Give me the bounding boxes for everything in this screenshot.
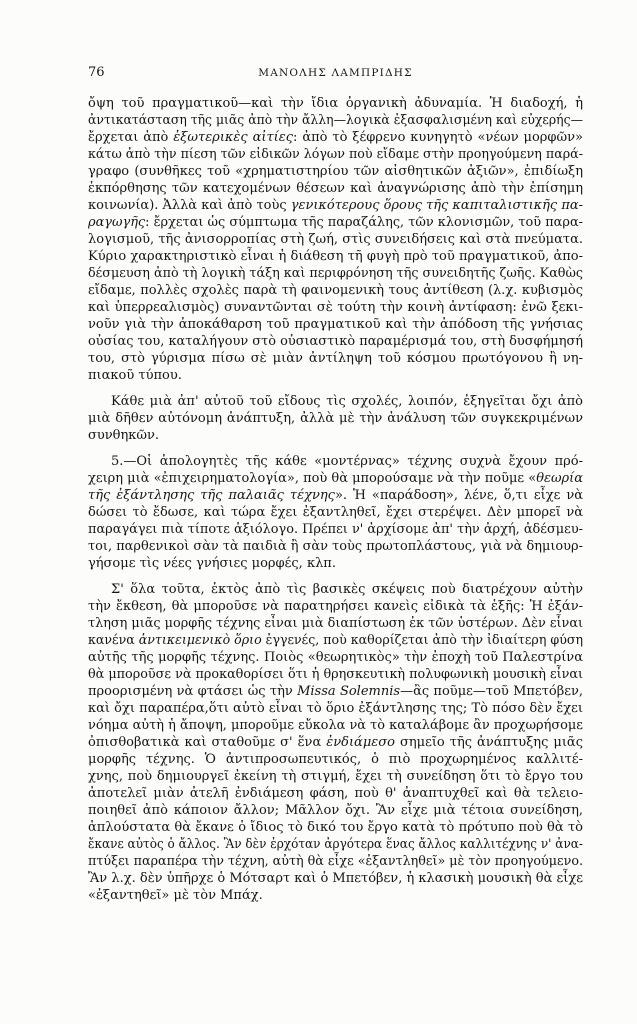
text-segment: μορφῆς τέχνης. Ὁ ἀντιπροσωπευτικός, ὁ πιὸ προχωρημένος καλλιτέ- xyxy=(88,752,583,767)
text-line xyxy=(88,649,583,666)
text-segment: δώσει τὸ ἔδωσε, καὶ τώρα ἔχει ἐξαντληθεῖ, ἔχει στερέψει. Δὲν μπορεῖ νὰ xyxy=(88,505,583,520)
text-segment: Σ' ὅλα τοῦτα, ἐκτὸς ἀπὸ τὶς βασικὲς σκέψεις ποὺ διατρέχουν αὐτὴν xyxy=(111,582,583,597)
text-segment: ». Ἡ «παράδοση», λένε, ὅ,τι εἶχε νὰ xyxy=(334,488,583,503)
text-segment: ἁπλούστατα θὰ ἔκανε ὁ ἴδιος τὸ δικό του ἔργο κατὰ τὸ πρότυπο ποὺ θὰ τὸ xyxy=(88,820,583,835)
text-segment: ὀπισθοβατικὰ καὶ σταθοῦμε σ' ἕνα xyxy=(88,735,327,750)
text-line xyxy=(88,410,583,427)
text-line xyxy=(88,683,583,700)
text-segment: προορισμένη νὰ φτάσει ὡς τὴν xyxy=(88,684,298,699)
text-segment: του, στὸ γύρισμα πίσω σὲ μιὰν ἀντίληψη τοῦ κόσμου πρωτόγονου ἢ νη- xyxy=(88,351,583,366)
text-line xyxy=(88,538,583,555)
text-segment: τοι, παρθενικοὶ σὰν τὰ παιδιὰ ἢ σὰν τοὺς πρωτοπλάστους, γιὰ νὰ δημιουρ- xyxy=(88,539,583,554)
text-line xyxy=(88,598,583,615)
line-text xyxy=(88,683,583,700)
text-line xyxy=(88,555,583,572)
text-line xyxy=(88,248,583,265)
text-line xyxy=(88,231,583,248)
line-text xyxy=(88,751,583,768)
text-segment: 5.—Οἱ ἀπολογητὲς τῆς κάθε «μοντέρνας» τέχνης συχνὰ ἔχουν πρό- xyxy=(111,454,583,469)
text-segment: καὶ ὄχι παραπέρα,ὅτι αὐτὸ εἶναι τὸ ὅριο ἐξάντλησης της; Τὸ πόσο δὲν ἔχει xyxy=(88,701,583,716)
text-line xyxy=(88,853,583,870)
line-text xyxy=(88,95,583,112)
paragraph xyxy=(88,393,583,444)
text-line xyxy=(88,734,583,751)
text-line xyxy=(88,521,583,538)
text-segment: : ἀπὸ τὸ ξέφρενο κυνηγητὸ «νέων μορφῶν» xyxy=(293,130,583,145)
page-number: 76 xyxy=(88,65,105,80)
line-text xyxy=(88,265,583,282)
text-segment: γήσομε τὶς νέες γνήσιες μορφές, κλπ. xyxy=(88,556,336,571)
text-segment: —ἂς ποῦμε—τοῦ Μπετόβεν, xyxy=(400,684,583,699)
text-line xyxy=(88,785,583,802)
line-text xyxy=(111,581,583,598)
text-segment: νόημα αὐτὴ ἡ ἄποψη, μποροῦμε εὔκολα νὰ τὸ καταλάβομε ἂν προχωρήσομε xyxy=(88,718,583,733)
line-text xyxy=(88,717,583,734)
line-text xyxy=(88,853,583,870)
line-text xyxy=(88,112,583,129)
text-line xyxy=(88,265,583,282)
line-text xyxy=(88,632,583,649)
text-line xyxy=(88,666,583,683)
text-segment: σημεῖο τῆς ἀνάπτυξης μιᾶς xyxy=(394,735,583,750)
line-text xyxy=(88,282,583,299)
text-line xyxy=(88,836,583,853)
text-segment: ἐγγενές, ποὺ καθορίζεται ἀπὸ τὴν ἰδιαίτερη φύση xyxy=(261,633,583,648)
text-line xyxy=(88,700,583,717)
line-text xyxy=(88,598,583,615)
text-line xyxy=(88,751,583,768)
text-segment: ἔκανε αὐτὸς ὁ ἄλλος. Ἂν δὲν ἐρχόταν ἀργότερα ἕνας ἄλλος καλλιτέχνης ν' ἀνα- xyxy=(88,837,583,852)
text-segment: γραφο (συνθῆκες τοῦ «χρηματιστηρίου τῶν αἰσθητικῶν ἀξιῶν», ἐπιδίωξη xyxy=(88,164,583,179)
text-line xyxy=(88,870,583,887)
text-line xyxy=(88,427,583,444)
line-text xyxy=(88,666,583,683)
line-text xyxy=(111,393,583,410)
line-text xyxy=(88,504,583,521)
text-line xyxy=(88,367,583,384)
line-text xyxy=(88,768,583,785)
text-line xyxy=(88,802,583,819)
line-text xyxy=(88,521,583,538)
line-text xyxy=(88,734,583,751)
line-text xyxy=(88,163,583,180)
line-text xyxy=(88,367,182,384)
text-line xyxy=(88,504,583,521)
text-line xyxy=(88,768,583,785)
text-line xyxy=(88,819,583,836)
text-segment: παραγάγει πιὰ τίποτε ἀξιόλογο. Πρέπει ν' ἀρχίσομε ἀπ' τὴν ἀρχή, ἀδέσμευ- xyxy=(88,522,583,537)
text-line xyxy=(88,197,583,214)
text-segment: οὐσίας του, καταλήγουν στὸ οὐσιαστικὸ παραμέρισμά του, στὴ δυσφήμησή xyxy=(88,334,583,349)
line-text xyxy=(88,129,583,146)
text-segment: χειρη μιὰ «ἐπιχειρηματολογία», ποὺ θὰ μπορούσαμε νὰ τὴν ποῦμε « xyxy=(88,471,537,486)
text-segment: Κύριο χαρακτηριστικὸ εἶναι ἡ διάθεση τῆ φυγὴ πρὸ τοῦ πραγματικοῦ, ἀπο- xyxy=(88,249,583,264)
text-segment: κανένα xyxy=(88,633,139,648)
line-text xyxy=(88,146,583,163)
text-line xyxy=(88,717,583,734)
italic-text: τῆς ἐξάντλησης τῆς παλαιᾶς τέχνης xyxy=(88,488,335,503)
text-line xyxy=(88,581,583,598)
text-segment: εἴδαμε, πολλὲς σχολὲς παρὰ τὴ φαινομενικὴ τους ἀντίθεση (λ.χ. κυβισμὸς xyxy=(88,283,583,298)
line-text xyxy=(88,470,583,487)
text-line xyxy=(88,333,583,350)
text-segment: νοῦν γιὰ τὴν ἀποκάθαρση τοῦ πραγματικοῦ καὶ τὴν ἀπόδοση τῆς γνήσιας xyxy=(88,317,583,332)
line-text xyxy=(88,299,583,316)
text-line xyxy=(88,316,583,333)
text-line xyxy=(88,282,583,299)
line-text xyxy=(88,700,583,717)
text-segment: τληση μιᾶς μορφῆς τέχνης εἶναι μιὰ διαπίστωση ἐκ τῶν ὑστέρων. Δὲν εἶναι xyxy=(88,616,583,631)
paragraph xyxy=(88,453,583,572)
line-text xyxy=(88,487,583,504)
line-text xyxy=(88,248,583,265)
line-text xyxy=(88,350,583,367)
text-segment: Κάθε μιὰ ἀπ' αὐτοῦ τοῦ εἴδους τὶς σχολές, λοιπόν, ἐξηγεῖται ὄχι ἀπὸ xyxy=(111,394,583,409)
text-segment: καὶ ὑπερρεαλισμὸς) συναντῶνται σὲ τούτη τὴν κοινὴ ἀντίφαση: ἐνῶ ξεκι- xyxy=(88,300,583,315)
line-text xyxy=(88,555,336,572)
text-line xyxy=(88,887,583,904)
line-text xyxy=(88,180,583,197)
paragraph xyxy=(88,581,583,904)
italic-text: γενικότερους ὅρους τῆς καπιταλιστικῆς πα- xyxy=(290,198,583,213)
line-text xyxy=(88,410,583,427)
text-line xyxy=(88,453,583,470)
text-segment: κάτω ἀπὸ τὴν πίεση τῶν εἰδικῶν λόγων ποὺ εἴδαμε στὴν προηγούμενη παρά- xyxy=(88,147,583,162)
line-text xyxy=(88,197,583,214)
line-text xyxy=(88,231,583,248)
text-segment: ἀποτελεῖ μιὰν ἀτελῆ ἐνδιάμεση φάση, ποὺ θ' ἀναπτυχθεῖ καὶ θὰ τελειο- xyxy=(88,786,583,801)
text-line xyxy=(88,180,583,197)
italic-text: Missa Solemnis xyxy=(297,684,401,699)
text-segment: αὐτῆς τῆς μορφῆς τέχνης. Ποιὸς «θεωρητικὸς» τὴν ἐποχὴ τοῦ Παλεστρίνα xyxy=(88,650,583,665)
italic-text: ραγωγῆς xyxy=(88,215,146,230)
line-text xyxy=(88,870,583,887)
text-line xyxy=(88,214,583,231)
line-text xyxy=(88,538,583,555)
italic-text: ἐξωτερικὲς αἰτίες xyxy=(173,130,294,145)
text-line xyxy=(88,163,583,180)
text-line xyxy=(88,299,583,316)
italic-text: ἀντικειμενικὸ ὅριο xyxy=(138,633,262,648)
text-line xyxy=(88,129,583,146)
text-segment: ὄψη τοῦ πραγματικοῦ—καὶ τὴν ἴδια ὀργανικὴ ἀδυναμία. Ἡ διαδοχή, ἡ xyxy=(88,96,583,111)
text-segment: ποιηθεῖ ἀπὸ κάποιον ἄλλον; Μᾶλλον ὄχι. Ἂν εἶχε μιὰ τέτοια συνείδηση, xyxy=(88,803,583,818)
text-segment: πιακοῦ τύπου. xyxy=(88,368,182,383)
text-segment: κοινωνία). Ἀλλὰ καὶ ἀπὸ τοὺς xyxy=(88,198,291,213)
line-text xyxy=(88,214,583,231)
italic-text: ἐνδιάμεσο xyxy=(326,735,395,750)
text-line xyxy=(88,470,583,487)
text-segment: μιὰ δῆθεν αὐτόνομη ἀνάπτυξη, ἀλλὰ μὲ τὴν ἀνάλυση τῶν συγκεκριμένων xyxy=(88,411,583,426)
text-segment: πτύξει παραπέρα τὴν τέχνη, αὐτὴ θὰ εἶχε «ἐξαντληθεῖ» μὲ τὸν προηγούμενο. xyxy=(88,854,583,869)
text-segment: ἀντικατάσταση τῆς μιᾶς ἀπὸ τὴν ἄλλη—λογικὰ ἐξασφαλισμένη καὶ εὐχερής— xyxy=(88,113,583,128)
text-segment: δέσμευση ἀπὸ τὴ λογικὴ τάξη καὶ περιφρόνηση τῆς συνειδητῆς ζωῆς. Καθὼς xyxy=(88,266,583,281)
line-text xyxy=(88,615,583,632)
text-line xyxy=(88,393,583,410)
line-text xyxy=(88,802,583,819)
paragraph xyxy=(88,95,583,384)
text-line xyxy=(88,112,583,129)
text-segment: θὰ μποροῦσε νὰ προκαθορίσει ὅτι ἡ θρησκευτικὴ πολυφωνικὴ μουσικὴ εἶναι xyxy=(88,667,583,682)
line-text xyxy=(88,836,583,853)
line-text xyxy=(88,427,159,444)
text-line xyxy=(88,350,583,367)
text-line xyxy=(88,95,583,112)
text-line xyxy=(88,487,583,504)
text-segment: λογισμοῦ, τῆς ἀνισορροπίας στὴ ζωή, στὶς συνειδήσεις καὶ στὰ πνεύματα. xyxy=(88,232,583,247)
text-segment: τὴν ἔκθεση, θὰ μποροῦσε νὰ παρατηρήσει κανεὶς εἰδικὰ τὰ ἑξῆς: Ἡ ἐξάν- xyxy=(88,599,583,614)
line-text xyxy=(88,887,263,904)
italic-text: θεωρία xyxy=(536,471,583,486)
text-segment: ἔρχεται ἀπὸ xyxy=(88,130,174,145)
line-text xyxy=(88,785,583,802)
page-header xyxy=(88,64,583,81)
text-segment: : ἔρχεται ὡς σύμπτωμα τῆς παραζάλης, τῶν κλονισμῶν, τοῦ παρα- xyxy=(145,215,583,230)
text-line xyxy=(88,632,583,649)
text-segment: «ἐξαντηθεῖ» μὲ τὸν Μπάχ. xyxy=(88,888,263,903)
line-text xyxy=(88,333,583,350)
text-segment: Ἂν λ.χ. δὲν ὑπῆρχε ὁ Μότσαρτ καὶ ὁ Μπετόβεν, ἡ κλασικὴ μουσικὴ θὰ εἶχε xyxy=(88,871,583,886)
text-line xyxy=(88,615,583,632)
line-text xyxy=(88,649,583,666)
text-line xyxy=(88,146,583,163)
running-title: ΜΑΝΟΛΗΣ ΛΑΜΠΡΙΔΗΣ xyxy=(258,67,413,79)
text-segment: χνης, ποὺ δημιουργεῖ ἐκείνη τὴ στιγμή, ἔχει τὴ συνείδηση ὅτι τὸ ἔργο του xyxy=(88,769,583,784)
text-segment: συνθηκῶν. xyxy=(88,428,160,443)
text-segment: ἐκπόρθησης τῶν κατεχομένων θέσεων καὶ ἀναγνώρισης ἀπὸ τὴν ἐπίσημη xyxy=(88,181,583,196)
body-text xyxy=(88,95,583,904)
line-text xyxy=(111,453,583,470)
line-text xyxy=(88,819,583,836)
line-text xyxy=(88,316,583,333)
